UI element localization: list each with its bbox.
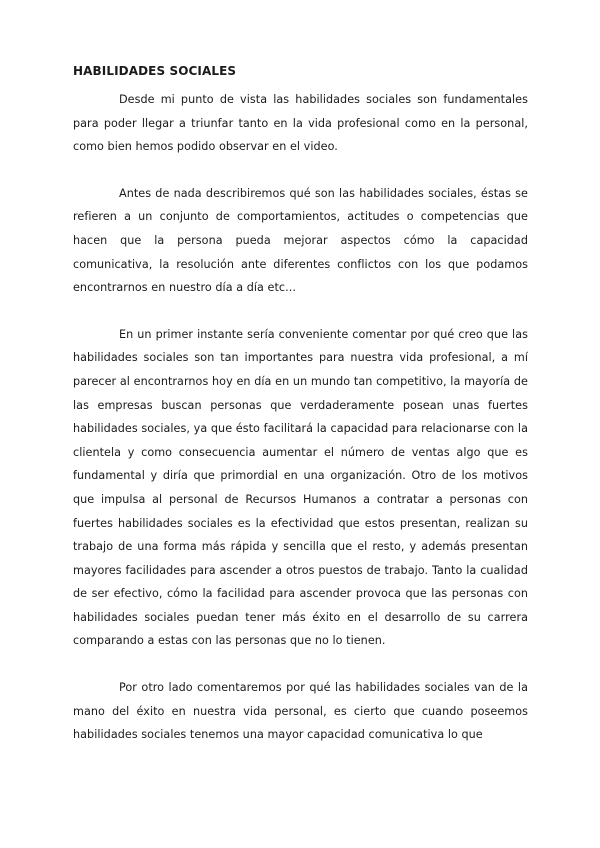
paragraph-2: Antes de nada describiremos qué son las habilidades sociales, éstas se refieren a un conjunto de comportamientos, actitudes o competencias que hacen que la persona pueda mejorar aspectos cómo la capacidad comunicativa, la resolución ante diferentes conflictos con los que podamos encontrarnos en nuestro día a día etc... (73, 186, 528, 295)
paragraph-4: Por otro lado comentaremos por qué las habilidades sociales van de la mano del éxito en nuestra vida personal, es cierto que cuando poseemos habilidades sociales tenemos una mayor capacidad comunicativa lo que (73, 681, 528, 742)
paragraph-1: Desde mi punto de vista las habilidades sociales son fundamentales para poder llegar a triunfar tanto en la vida profesional como en la personal, como bien hemos podido observar en el video. (73, 93, 528, 154)
document-title: HABILIDADES SOCIALES (73, 64, 237, 78)
paragraph-3: En un primer instante sería conveniente comentar por qué creo que las habilidades sociales son tan importantes para nuestra vida profesional, a mí parecer al encontrarnos hoy en día en un mundo tan competitivo, la mayoría de las empresas buscan personas que verdaderamente posean unas fuertes habilidades sociales, ya que ésto facilitará la capacidad para relacionarse con la clientela y como consecuencia aumentar el número de ventas algo que es fundamental y diría que primordial en una organización. Otro de los motivos que impulsa al personal de Recursos Humanos a contratar a personas con fuertes habilidades sociales es la efectividad que estos presentan, realizan su trabajo de una forma más rápida y sencilla que el resto, y además presentan mayores facilidades para ascender a otros puestos de trabajo. Tanto la cualidad de ser efectivo, cómo la facilidad para ascender provoca que las personas con habilidades sociales puedan tener más éxito en el desarrollo de su carrera comparando a estas con las personas que no lo tienen. (73, 327, 528, 648)
document-page (73, 64, 528, 770)
